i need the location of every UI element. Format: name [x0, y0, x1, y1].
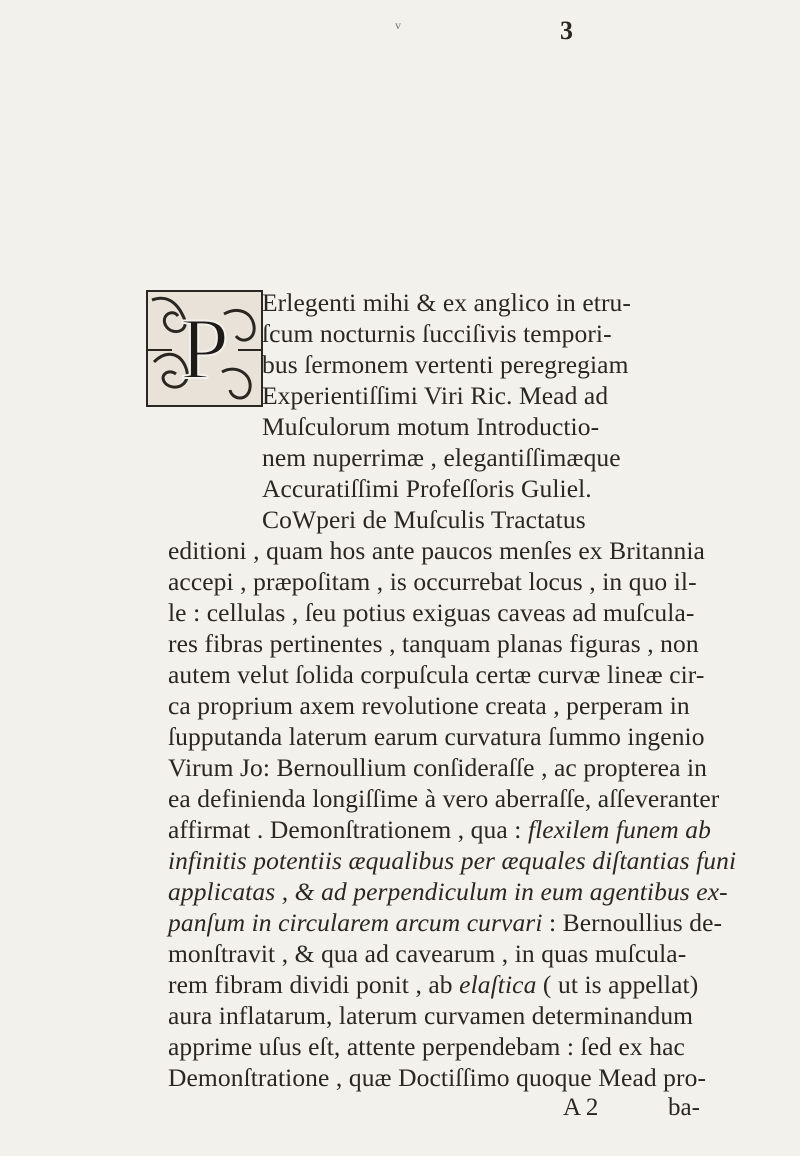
body-line-8: CoWperi de Muſculis Tractatus — [262, 505, 586, 534]
body-line-1: Erlegenti mihi & ex anglico in etru- — [262, 288, 631, 317]
body-line-17: ea definienda longiſſime à vero aberraſſe, aſſeveranter — [168, 784, 720, 813]
line-19-italic-text: infinitis potentiis æqualibus per æquales diſtantias funi — [168, 846, 737, 875]
body-line-25: apprime uſus eſt, attente perpendebam : ſed ex hac — [168, 1032, 685, 1061]
line-21-roman-text: : Bernoullius de- — [549, 908, 723, 937]
body-line-18 — [168, 815, 711, 845]
body-line-26: Demonſtratione , quæ Doctiſſimo quoque Mead pro- — [168, 1063, 707, 1092]
body-line-9: editioni , quam hos ante paucos menſes ex Britannia — [168, 536, 705, 565]
body-line-6: nem nuperrimæ , elegantiſſimæque — [262, 443, 621, 472]
body-line-10: accepi , præpoſitam , is occurrebat locus , in quo il- — [168, 567, 697, 596]
body-line-13: autem velut ſolida corpuſcula certæ curvæ lineæ cir- — [168, 660, 705, 689]
line-23-roman-text: rem fibram dividi ponit , ab — [168, 970, 453, 999]
line-18-roman-text: affirmat . Demonſtrationem , qua : — [168, 815, 522, 844]
decorated-initial-letter — [146, 290, 263, 407]
body-line-15: ſupputanda laterum earum curvatura ſummo ingenio — [168, 722, 705, 751]
line-23-italic-text: elaſtica — [459, 970, 537, 999]
initial-letter-text: P — [180, 301, 229, 398]
body-line-22: monſtravit , & qua ad cavearum , in quas muſcula- — [168, 939, 687, 968]
body-line-11: le : cellulas , ſeu potius exiguas caveas ad muſcula- — [168, 598, 695, 627]
body-line-3: bus ſermonem vertenti peregregiam — [262, 350, 629, 379]
catchword: ba- — [668, 1094, 700, 1121]
body-line-16: Virum Jo: Bernoullium conſideraſſe , ac propterea in — [168, 753, 708, 782]
body-line-12: res fibras pertinentes , tanquam planas figuras , non — [168, 629, 699, 658]
body-line-2: ſcum nocturnis ſucciſivis tempori- — [262, 319, 612, 348]
body-line-4: Experientiſſimi Viri Ric. Mead ad — [262, 381, 609, 410]
line-21-italic-text: panſum in circularem arcum curvari — [168, 908, 543, 937]
body-line-14: ca proprium axem revolutione creata , perperam in — [168, 691, 690, 720]
body-line-20 — [168, 877, 728, 907]
body-line-23 — [168, 970, 698, 1000]
line-20-italic-text: applicatas , & ad perpendiculum in eum agentibus ex- — [168, 877, 728, 906]
body-line-5: Muſculorum motum Introductio- — [262, 412, 600, 441]
body-line-19 — [168, 846, 736, 876]
page-number: 3 — [560, 16, 573, 45]
ornamental-initial-p-icon — [148, 292, 261, 405]
margin-mark: v — [395, 18, 401, 32]
line-23-parenthetical-text: ( ut is appellat) — [542, 970, 699, 999]
body-line-24: aura inflatarum, laterum curvamen determinandum — [168, 1001, 694, 1030]
body-line-7: Accuratiſſimi Profeſſoris Guliel. — [262, 474, 592, 503]
line-18-italic-text: flexilem funem ab — [527, 815, 711, 844]
body-line-21 — [168, 908, 722, 938]
signature-mark: A 2 — [563, 1094, 599, 1121]
